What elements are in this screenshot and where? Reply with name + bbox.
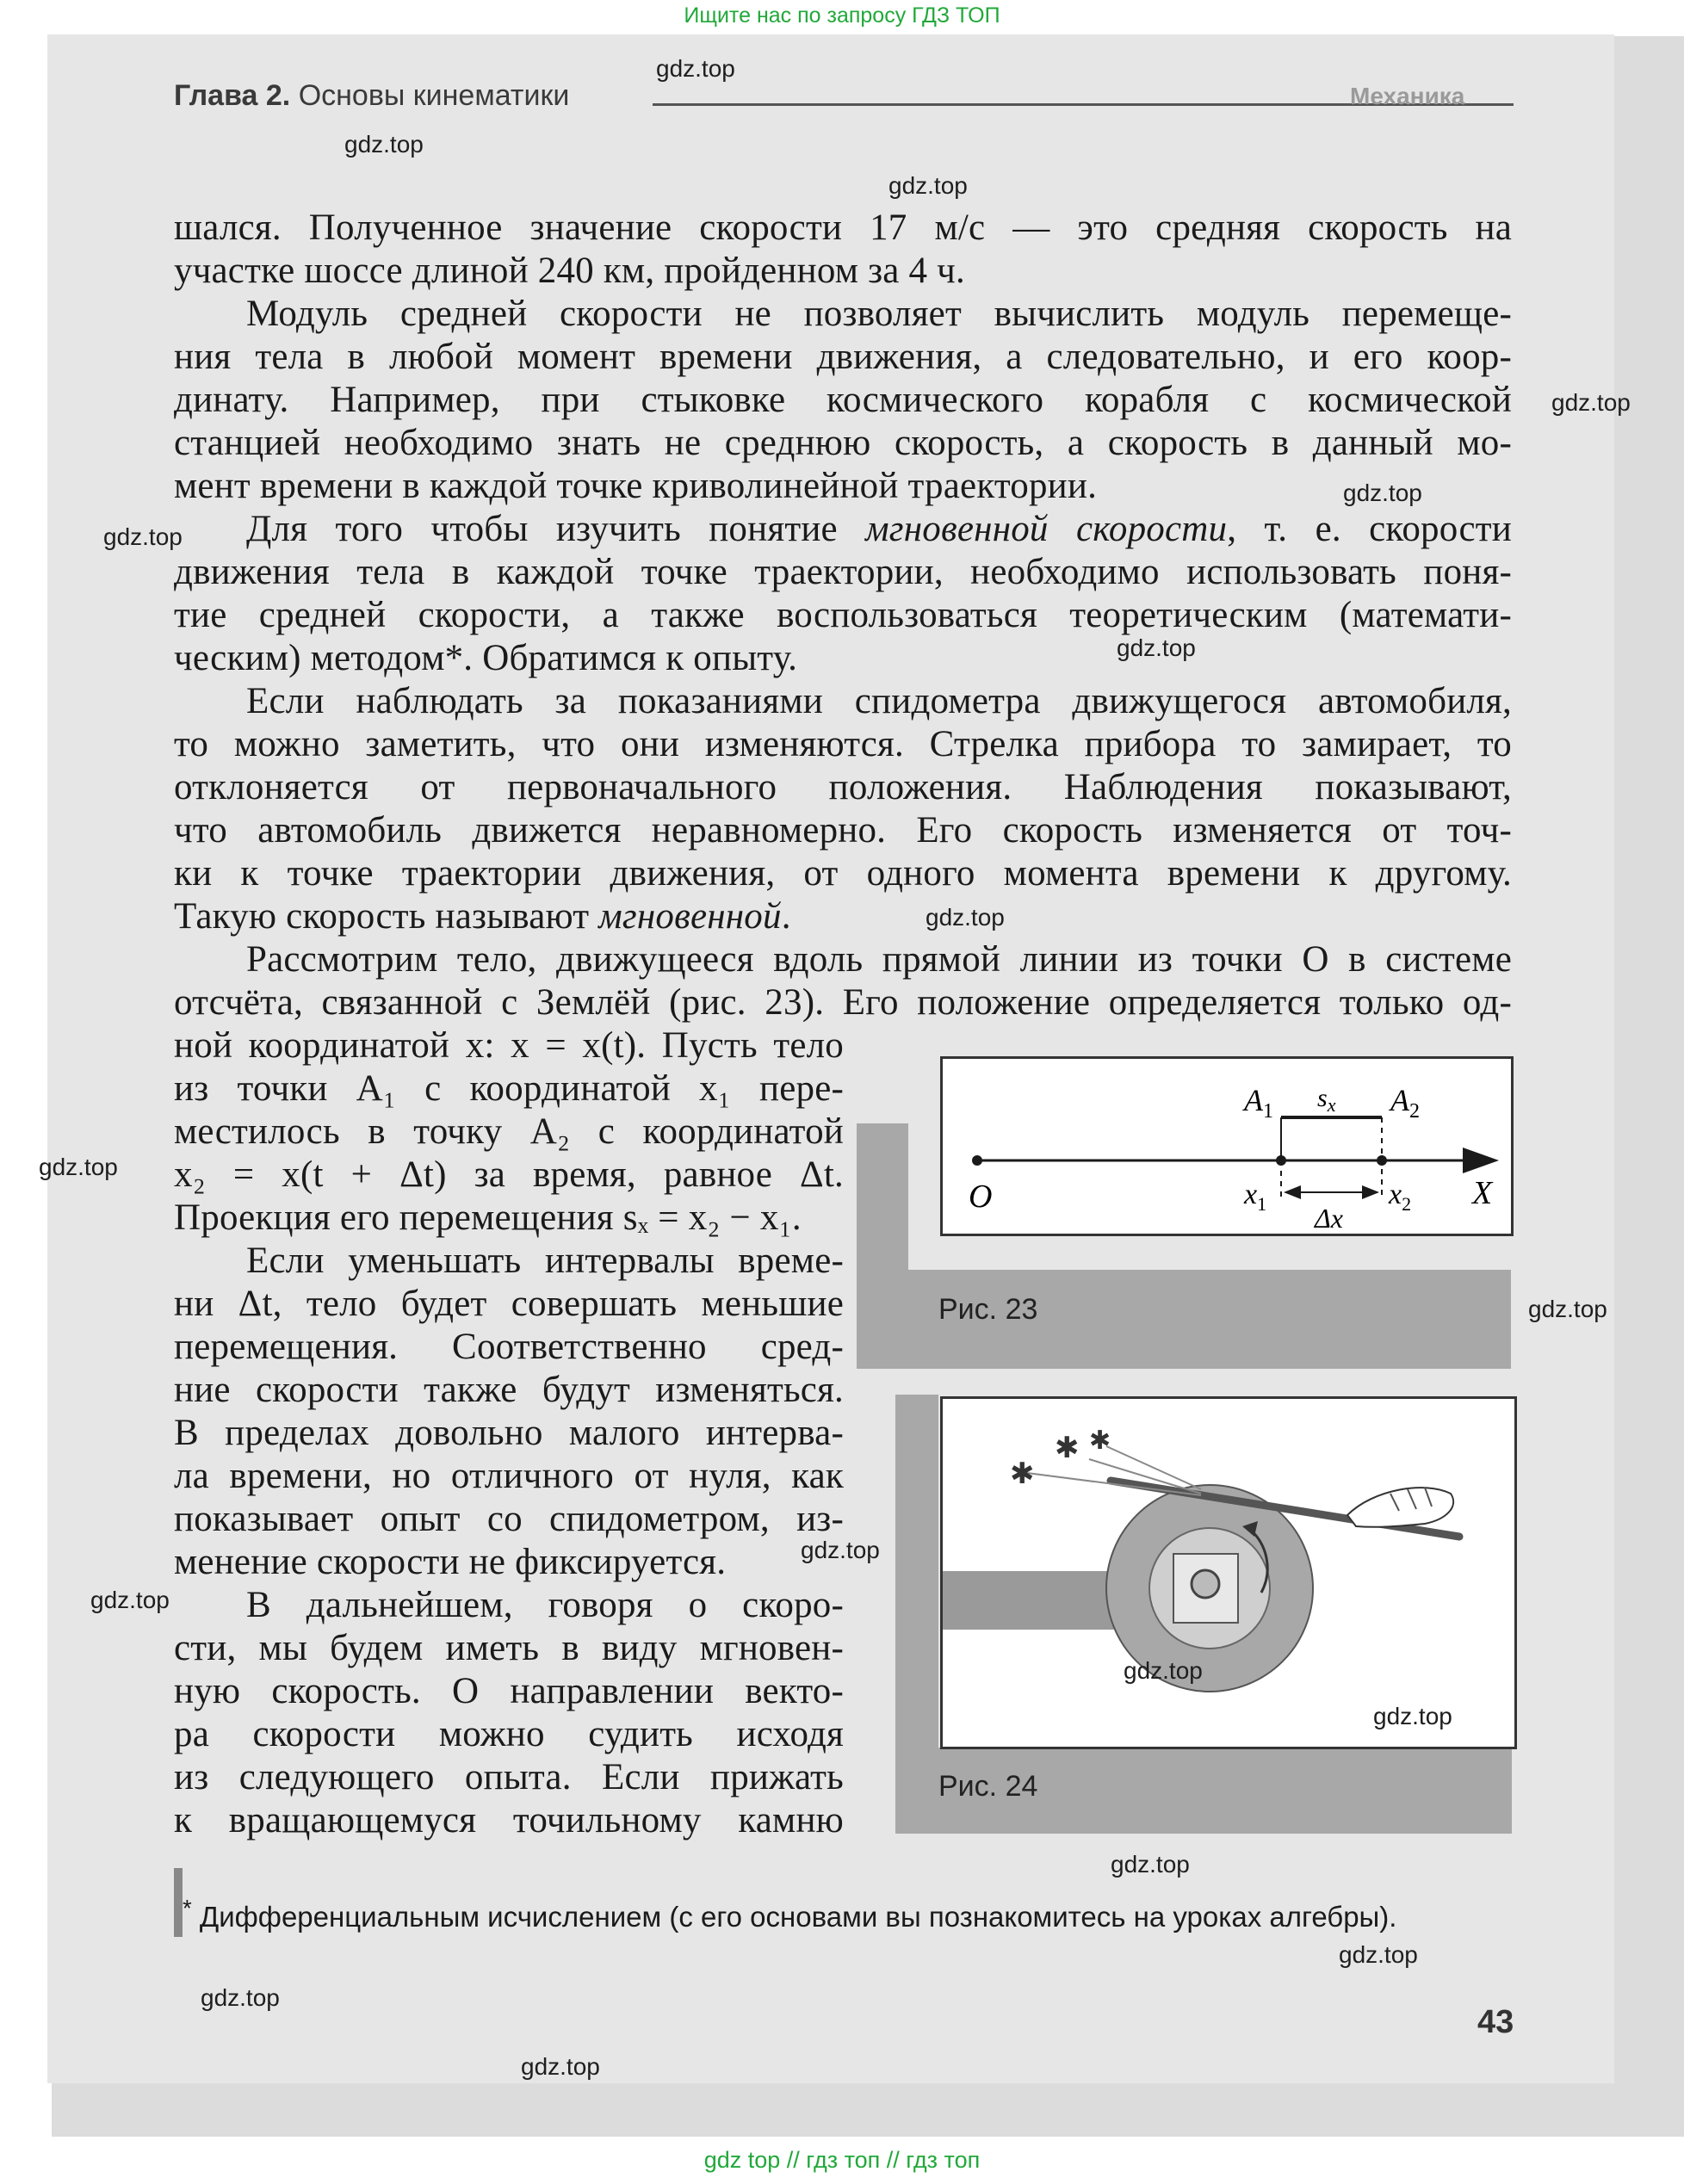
watermark: gdz.top — [1551, 389, 1631, 416]
term-instant-speed: мгновенной скорости — [865, 509, 1228, 549]
page-number: 43 — [1477, 2004, 1514, 2040]
chapter-title: Основы кинематики — [290, 79, 570, 112]
axis-label: X — [1472, 1175, 1493, 1211]
text-line: тие средней скорости, а также воспользоваться теоретическим (математи- — [174, 595, 1512, 635]
text-line: мент времени в каждой точке криволинейной траектории. — [174, 466, 1098, 506]
text-line: Если уменьшать интервалы време- — [246, 1240, 844, 1281]
watermark: gdz.top — [1111, 1851, 1190, 1878]
text-line: станцией необходимо знать не среднюю скорость, а скорость в данный мо- — [174, 423, 1512, 463]
text-line: показывает опыт со спидометром, из- — [174, 1499, 844, 1539]
spark-trail-3 — [1020, 1472, 1201, 1495]
watermark: gdz.top — [90, 1587, 170, 1613]
text-line: менение скорости не фиксируется. — [174, 1542, 727, 1582]
text-line: местилось в точку A₂ с координатой — [174, 1111, 844, 1152]
text-line — [174, 895, 1512, 938]
figure-24-illustration — [943, 1399, 1514, 1747]
watermark: gdz.top — [39, 1154, 118, 1180]
text-line: Если наблюдать за показаниями спидометра движущегося автомобиля, — [246, 681, 1512, 721]
text-run: Такую скорость называют — [174, 896, 599, 937]
text-line: ния тела в любой момент времени движения, а следовательно, и его коор- — [174, 337, 1512, 377]
footnote-text: Дифференциальным исчислением (с его основами вы познакомитесь на уроках алгебры). — [191, 1901, 1397, 1933]
text-line — [174, 508, 1512, 551]
a2-letter: A — [1390, 1083, 1409, 1117]
term-instant: мгновенной — [598, 896, 782, 937]
chapter-number: Глава 2. — [174, 79, 291, 112]
a1-subscript: 1 — [1263, 1100, 1273, 1123]
text-line: ки к точке траектории движения, от одного момента времени к другому. — [174, 853, 1512, 894]
text-line: x₂ = x(t + Δt) за время, равное Δt. — [174, 1154, 844, 1195]
text-line: шался. Полученное значение скорости 17 м/с — это средняя скорость на — [174, 207, 1512, 248]
a2-label — [1389, 1083, 1420, 1123]
sx-label — [1317, 1084, 1336, 1116]
watermark: gdz.top — [201, 1984, 280, 2011]
text-line: В дальнейшем, говоря о скоро- — [246, 1585, 844, 1625]
text-line: динату. Например, при стыковке космического корабля с космической — [174, 380, 1512, 420]
footnote-rule — [174, 1868, 183, 1937]
watermark: gdz.top — [344, 131, 424, 158]
watermark: gdz.top — [926, 904, 1005, 931]
text-line: к вращающемуся точильному камню — [174, 1800, 844, 1841]
figure-23-shadow — [857, 1123, 908, 1270]
text-line: ра скорости можно судить исходя — [174, 1714, 844, 1754]
figure-23-caption: Рис. 23 — [938, 1293, 1038, 1326]
bottom-banner[interactable]: gdz top // гдз топ // гдз топ — [703, 2147, 981, 2173]
watermark: gdz.top — [1343, 479, 1422, 506]
text-line: ни Δt, тело будет совершать меньшие — [174, 1284, 844, 1324]
text-run: , т. е. скорости — [1227, 509, 1512, 549]
watermark: gdz.top — [801, 1537, 880, 1563]
text-run: . — [781, 896, 791, 937]
text-line: отсчёта, связанной с Землёй (рис. 23). Его положение определяется только од- — [174, 982, 1512, 1023]
text-line: движения тела в каждой точке траектории, необходимо использовать поня- — [174, 552, 1512, 592]
x2-letter: x — [1389, 1179, 1402, 1210]
spark-3: ✱ — [1089, 1426, 1111, 1455]
x2-label — [1388, 1179, 1411, 1215]
text-line: из следующего опыта. Если прижать — [174, 1757, 844, 1797]
a1-label — [1242, 1083, 1273, 1123]
figure-24-caption: Рис. 24 — [938, 1770, 1038, 1803]
watermark: gdz.top — [1373, 1703, 1452, 1729]
text-line: ную скорость. О направлении векто- — [174, 1671, 844, 1711]
hand — [1347, 1488, 1453, 1527]
text-line: ла времени, но отличного от нуля, как — [174, 1456, 844, 1496]
text-line: Проекция его перемещения sₓ = x₂ − x₁. — [174, 1197, 802, 1238]
figure-24-shadow — [895, 1395, 938, 1748]
origin-point — [972, 1155, 982, 1166]
spark-2: ✱ — [1055, 1432, 1080, 1464]
a1-letter: A — [1244, 1083, 1263, 1117]
watermark: gdz.top — [888, 172, 968, 199]
top-banner[interactable]: Ищите нас по запросу ГДЗ ТОП — [684, 3, 1000, 28]
figure-24 — [940, 1396, 1517, 1749]
watermark: gdz.top — [103, 523, 183, 550]
figure-23-diagram — [943, 1059, 1511, 1234]
watermark: gdz.top — [521, 2053, 600, 2080]
text-line: Модуль средней скорости не позволяет вычислить модуль перемеще- — [246, 294, 1512, 334]
text-line: отклоняется от первоначального положения. Наблюдения показывают, — [174, 767, 1512, 807]
footnote-marker: * — [183, 1895, 192, 1921]
sx-letter: s — [1317, 1084, 1328, 1112]
text-line: В пределах довольно малого интерва- — [174, 1413, 844, 1453]
text-line: ческим) методом*. Обратимся к опыту. — [174, 638, 798, 678]
watermark: gdz.top — [1528, 1296, 1607, 1322]
watermark: gdz.top — [656, 55, 735, 82]
x2-subscript: 2 — [1402, 1193, 1412, 1215]
watermark: gdz.top — [1117, 634, 1196, 661]
a2-subscript: 2 — [1409, 1100, 1420, 1123]
sx-subscript: x — [1327, 1094, 1336, 1116]
watermark: gdz.top — [1124, 1657, 1203, 1684]
text-line: из точки A₁ с координатой x₁ пере- — [174, 1068, 844, 1109]
text-run: Для того чтобы изучить понятие — [246, 509, 866, 549]
delta-x-label: Δx — [1315, 1203, 1343, 1234]
text-line: участке шоссе длиной 240 км, пройденном за 4 ч. — [174, 251, 965, 291]
x1-letter: x — [1244, 1179, 1258, 1210]
watermark: gdz.top — [1339, 1941, 1418, 1968]
text-line: Рассмотрим тело, движущееся вдоль прямой линии из точки O в системе — [246, 939, 1512, 980]
x1-label — [1243, 1179, 1266, 1215]
section-label: Механика — [1350, 83, 1465, 109]
axle — [1192, 1570, 1219, 1598]
figure-23 — [940, 1056, 1514, 1236]
text-line: что автомобиль движется неравномерно. Его скорость изменяется от точ- — [174, 810, 1512, 851]
spark-1: ✱ — [1010, 1458, 1035, 1490]
x1-subscript: 1 — [1257, 1193, 1267, 1215]
text-line: сти, мы будем иметь в виду мгновен- — [174, 1628, 844, 1668]
footnote — [183, 1890, 1512, 1935]
text-line: то можно заметить, что они изменяются. Стрелка прибора то замирает, то — [174, 724, 1512, 764]
text-line: ние скорости также будут изменяться. — [174, 1370, 844, 1410]
origin-label: O — [969, 1179, 993, 1215]
text-line: ной координатой x: x = x(t). Пусть тело — [174, 1025, 844, 1066]
chapter-header — [174, 79, 569, 113]
text-line: перемещения. Соответственно сред- — [174, 1327, 844, 1367]
